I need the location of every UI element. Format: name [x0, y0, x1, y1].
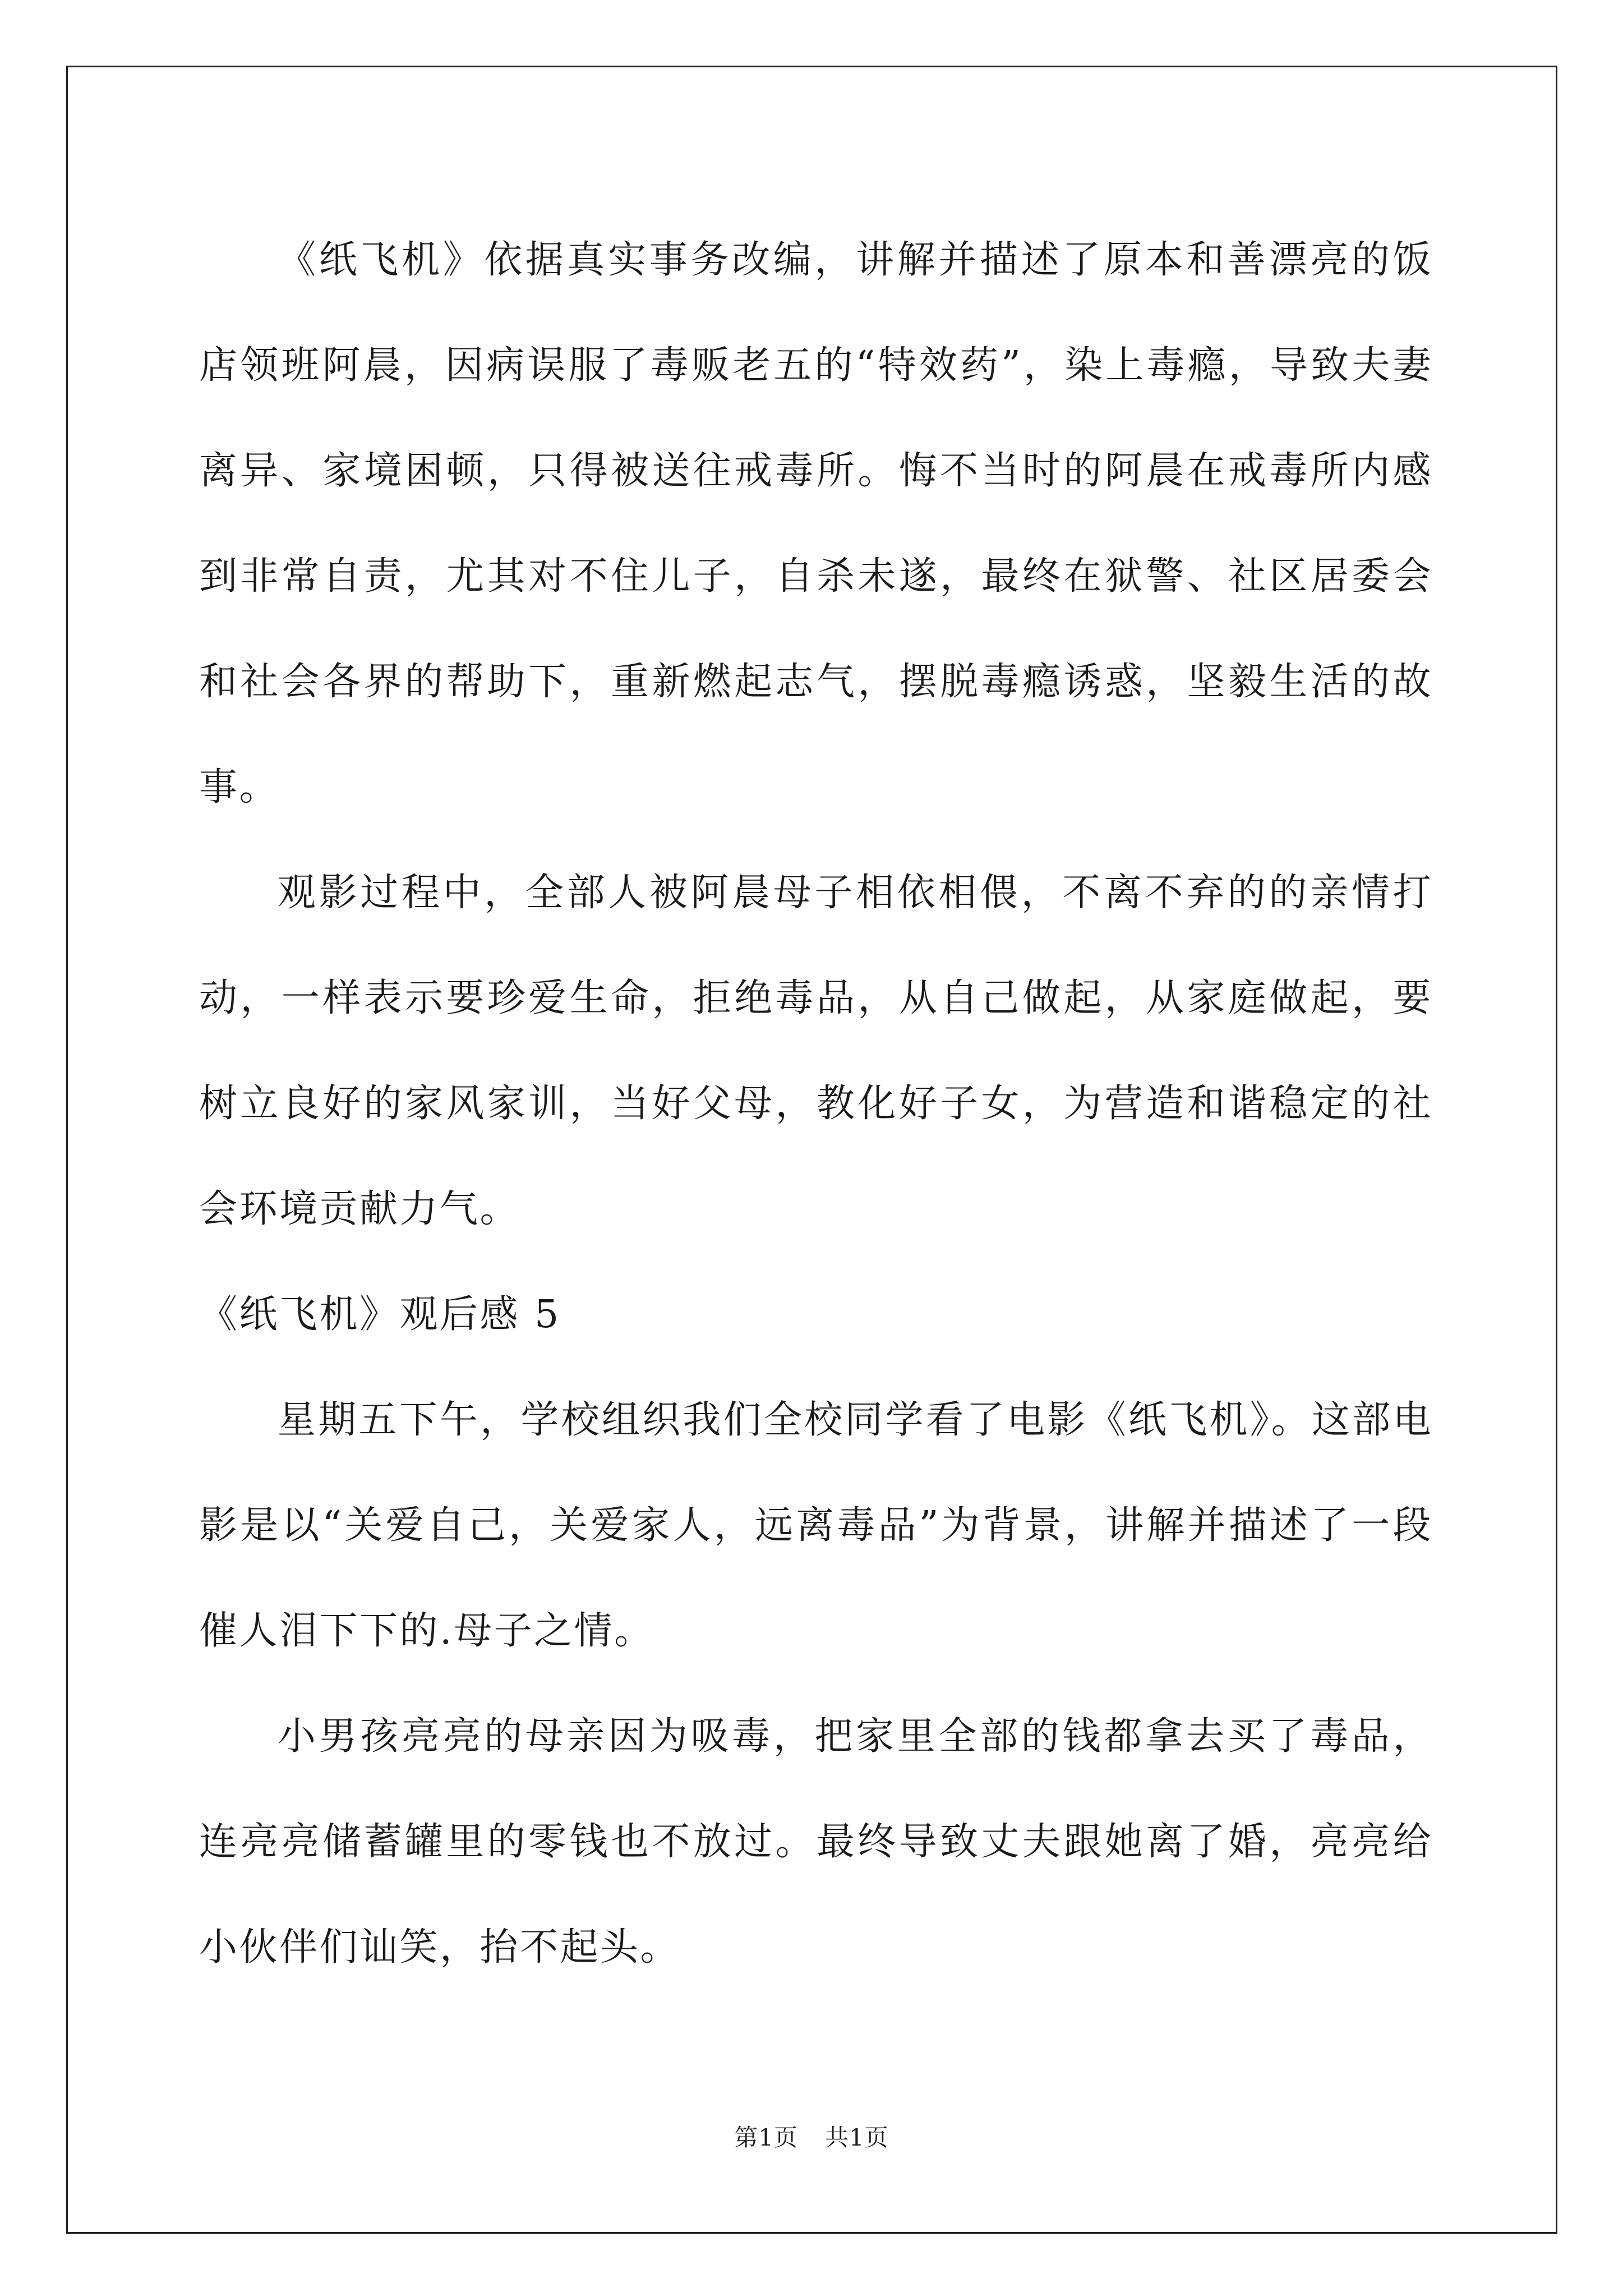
page-number-total: 共1页: [825, 2124, 889, 2151]
page-number-current: 第1页: [734, 2124, 798, 2151]
paragraph-3: 星期五下午，学校组织我们全校同学看了电影《纸飞机》。这部电影是以“关爱自己，关爱家人，远离毒品”为背景，讲解并描述了一段催人泪下下的.母子之情。: [199, 1398, 1433, 1653]
page-footer: [0, 2119, 1623, 2153]
section-heading: [199, 1262, 1433, 1368]
paragraph-4: 小男孩亮亮的母亲因为吸毒，把家里全部的钱都拿去买了毒品，连亮亮储蓄罐里的零钱也不放过。最终导致丈夫跟她离了婚，亮亮给小伙伴们讪笑，抬不起头。: [199, 1714, 1433, 1970]
document-body: [199, 208, 1433, 2000]
paragraph-2: 观影过程中，全部人被阿晨母子相依相偎，不离不弃的的亲情打动，一样表示要珍爱生命，拒绝毒品，从自己做起，从家庭做起，要树立良好的家风家训，当好父母，教化好子女，为营造和谐稳定的社会环境贡献力气。: [199, 871, 1433, 1231]
paragraph-1: 《纸飞机》依据真实事务改编，讲解并描述了原本和善漂亮的饭店领班阿晨，因病误服了毒贩老五的“特效药”，染上毒瘾，导致夫妻离异、家境困顿，只得被送往戒毒所。悔不当时的阿晨在戒毒所内感到非常自责，尤其对不住儿子，自杀未遂，最终在狱警、社区居委会和社会各界的帮助下，重新燃起志气，摆脱毒瘾诱惑，坚毅生活的故事。: [199, 238, 1433, 809]
section-heading-title: 《纸飞机》观后感: [199, 1292, 520, 1337]
section-heading-number: 5: [534, 1292, 561, 1337]
